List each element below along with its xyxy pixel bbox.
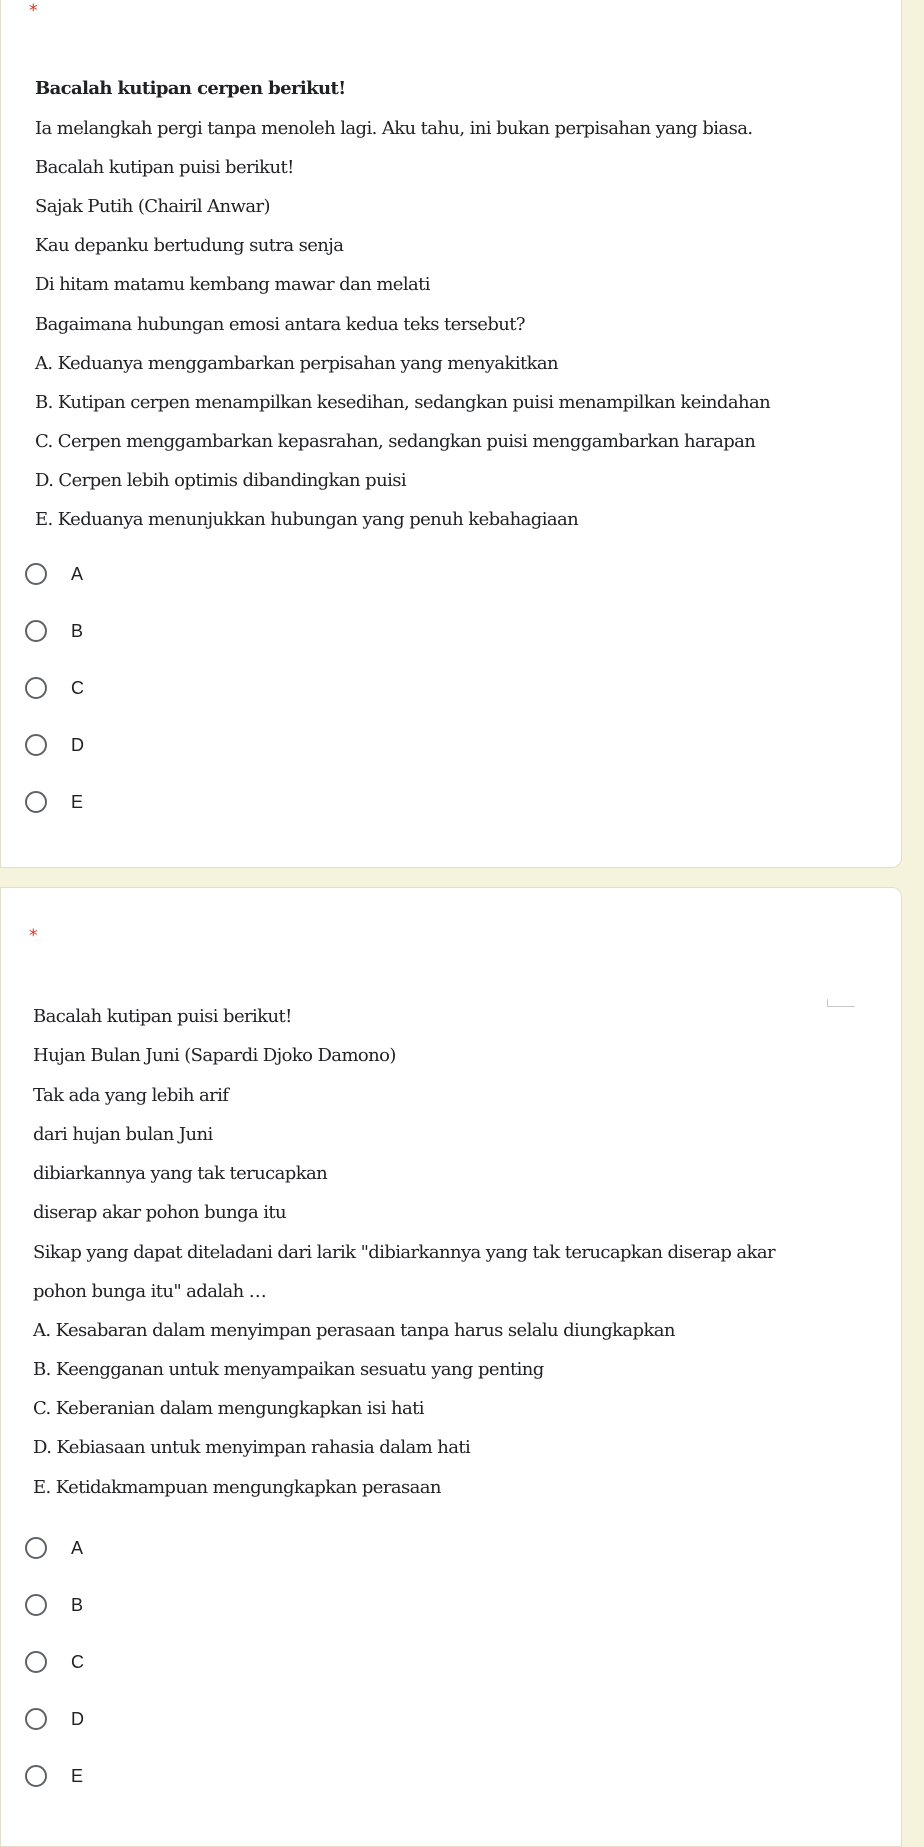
- answer-choice-text: D. Kebiasaan untuk menyimpan rahasia dalam hati: [33, 1437, 471, 1458]
- radio-option-b[interactable]: [25, 1591, 83, 1619]
- radio-circle[interactable]: [25, 734, 47, 756]
- answer-choice-text: C. Keberanian dalam mengungkapkan isi hati: [33, 1398, 424, 1419]
- radio-circle[interactable]: [25, 791, 47, 813]
- radio-option-a[interactable]: [25, 560, 83, 588]
- radio-option-c[interactable]: [25, 674, 84, 702]
- question-text-line: dibiarkannya yang tak terucapkan: [33, 1163, 328, 1184]
- question-text-line: Kau depanku bertudung sutra senja: [35, 235, 344, 256]
- question-text-line: Sajak Putih (Chairil Anwar): [35, 196, 270, 217]
- radio-circle[interactable]: [25, 677, 47, 699]
- question-text-line: Hujan Bulan Juni (Sapardi Djoko Damono): [33, 1045, 396, 1066]
- radio-option-label: B: [71, 620, 84, 641]
- answer-choice-text: A. Keduanya menggambarkan perpisahan yang menyakitkan: [35, 353, 559, 374]
- radio-option-label: B: [71, 1594, 84, 1615]
- question-text-line: Tak ada yang lebih arif: [33, 1085, 229, 1106]
- question-card-2: [0, 887, 902, 1847]
- radio-option-e[interactable]: [25, 1762, 83, 1790]
- radio-option-label: E: [71, 1765, 84, 1786]
- answer-choice-text: E. Keduanya menunjukkan hubungan yang penuh kebahagiaan: [35, 509, 579, 530]
- radio-option-e[interactable]: [25, 788, 83, 816]
- answer-choice-text: A. Kesabaran dalam menyimpan perasaan tanpa harus selalu diungkapkan: [33, 1320, 675, 1341]
- radio-circle[interactable]: [25, 563, 47, 585]
- answer-choice-text: E. Ketidakmampuan mengungkapkan perasaan: [33, 1477, 441, 1498]
- question-text-line: Di hitam matamu kembang mawar dan melati: [35, 274, 430, 295]
- radio-option-label: D: [71, 1708, 84, 1729]
- radio-option-label: C: [71, 677, 84, 698]
- radio-circle[interactable]: [25, 1765, 47, 1787]
- answer-choice-text: D. Cerpen lebih optimis dibandingkan puisi: [35, 470, 407, 491]
- image-resize-handle[interactable]: [827, 999, 855, 1007]
- radio-option-a[interactable]: [25, 1534, 83, 1562]
- question-text-line: Bacalah kutipan puisi berikut!: [35, 157, 294, 178]
- radio-circle[interactable]: [25, 620, 47, 642]
- question-card-1: [0, 0, 902, 868]
- radio-circle[interactable]: [25, 1594, 47, 1616]
- radio-option-label: A: [71, 1537, 84, 1558]
- radio-option-b[interactable]: [25, 617, 83, 645]
- radio-option-d[interactable]: [25, 731, 84, 759]
- question-prompt: Bagaimana hubungan emosi antara kedua teks tersebut?: [35, 314, 525, 335]
- question-text-line: diserap akar pohon bunga itu: [33, 1202, 287, 1223]
- radio-option-c[interactable]: [25, 1648, 84, 1676]
- question-text-line: dari hujan bulan Juni: [33, 1124, 213, 1145]
- question-text-line: Ia melangkah pergi tanpa menoleh lagi. Aku tahu, ini bukan perpisahan yang biasa.: [35, 118, 753, 139]
- question-prompt: Sikap yang dapat diteladani dari larik "dibiarkannya yang tak terucapkan diserap akar: [33, 1242, 776, 1263]
- radio-circle[interactable]: [25, 1708, 47, 1730]
- answer-choice-text: C. Cerpen menggambarkan kepasrahan, sedangkan puisi menggambarkan harapan: [35, 431, 756, 452]
- radio-option-label: D: [71, 734, 84, 755]
- required-asterisk: *: [29, 1, 38, 21]
- radio-circle[interactable]: [25, 1537, 47, 1559]
- question-prompt: pohon bunga itu" adalah …: [33, 1281, 267, 1302]
- radio-option-label: E: [71, 791, 84, 812]
- radio-option-label: A: [71, 563, 84, 584]
- question-heading: Bacalah kutipan cerpen berikut!: [35, 78, 346, 99]
- answer-choice-text: B. Keengganan untuk menyampaikan sesuatu yang penting: [33, 1359, 544, 1380]
- radio-option-label: C: [71, 1651, 84, 1672]
- required-asterisk: *: [29, 926, 38, 946]
- radio-circle[interactable]: [25, 1651, 47, 1673]
- question-text-line: Bacalah kutipan puisi berikut!: [33, 1006, 292, 1027]
- radio-option-d[interactable]: [25, 1705, 84, 1733]
- answer-choice-text: B. Kutipan cerpen menampilkan kesedihan, sedangkan puisi menampilkan keindahan: [35, 392, 771, 413]
